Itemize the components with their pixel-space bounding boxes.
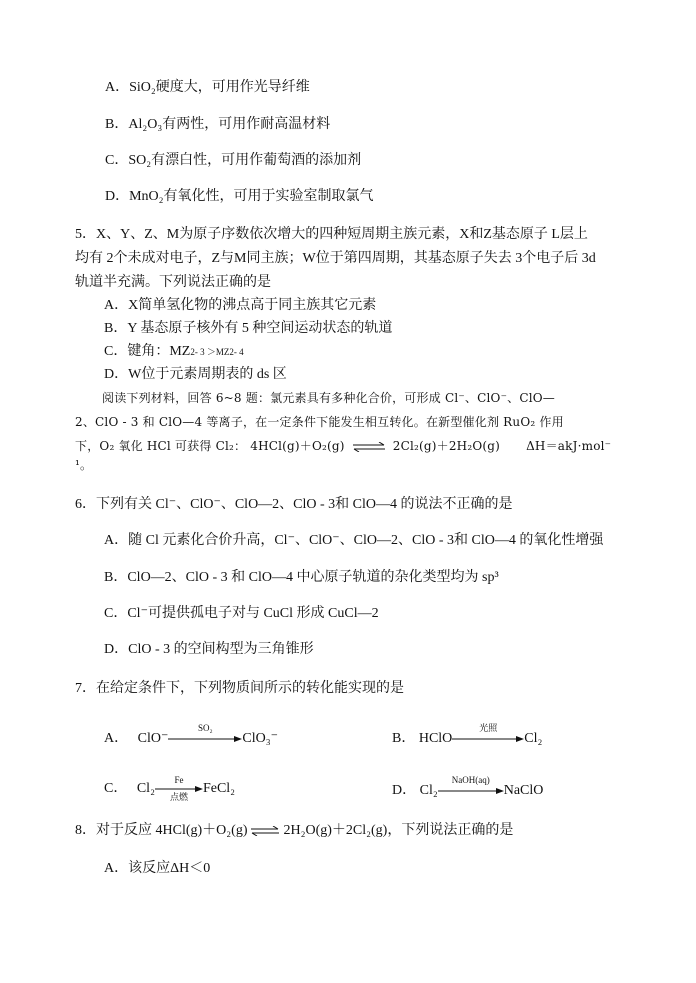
q8-stem-left: 8．对于反应 4HCl(g)＋O₂(g)	[75, 823, 248, 838]
passage-eq-left: 下，O₂ 氧化 HCl 可获得 Cl₂： 4HCl(g)＋O₂(g)	[75, 439, 345, 453]
passage-eq-right: 2Cl₂(g)＋2H₂O(g)	[392, 439, 501, 453]
q5-stem-line3: 轨道半充满。下列说法正确的是	[75, 275, 271, 290]
q6-option-b: B．ClO—2、ClO - 3 和 ClO—4 中心原子轨道的杂化类型均为 sp³	[104, 570, 499, 585]
q7-option-b	[392, 722, 543, 748]
q7-option-c	[104, 774, 236, 802]
q7-d-arrow	[438, 774, 504, 795]
q8-option-a: A．该反应ΔH＜0	[104, 861, 211, 876]
q7-a-label: A．	[104, 731, 129, 746]
q4-option-c: C．SO₂有漂白性，可用作葡萄酒的添加剂	[105, 153, 362, 168]
passage-line4: ¹。	[75, 458, 93, 472]
q5-option-d: D．W位于元素周期表的 ds 区	[104, 367, 287, 382]
q7-c-label: C．	[104, 781, 128, 796]
q7-c-arrow	[155, 774, 203, 802]
q7-c-to: FeCl₂	[202, 781, 236, 796]
q7-option-d	[392, 774, 544, 800]
right-arrow-icon	[438, 787, 504, 795]
q6-stem: 6．下列有关 Cl⁻、ClO⁻、ClO—2、ClO - 3和 ClO—4 的说法不正确的是	[75, 497, 513, 512]
right-arrow-icon	[168, 735, 242, 743]
passage-line2: 2、ClO - 3 和 ClO—4 等离子，在一定条件下能发生相互转化。在新型催化剂 RuO₂ 作用	[75, 415, 564, 429]
q7-d-label: D．	[392, 783, 417, 798]
q7-b-condition: 光照	[479, 722, 498, 733]
q4-option-d: D．MnO₂有氧化性，可用于实验室制取氯气	[105, 189, 374, 204]
q5-option-c	[104, 343, 244, 361]
q7-a-to: ClO₃⁻	[242, 731, 278, 746]
passage-line1: 阅读下列材料，回答 6~8 题：氯元素具有多种化合价，可形成 Cl⁻、ClO⁻、ClO—	[102, 391, 555, 405]
q5-option-c-prefix: C．键角：MZ	[104, 344, 191, 359]
q7-option-a	[104, 722, 278, 748]
q7-a-condition: SO₂	[198, 722, 213, 733]
q7-c-from: Cl₂	[136, 781, 155, 796]
equilibrium-arrow-icon	[352, 442, 386, 452]
q7-stem: 7．在给定条件下，下列物质间所示的转化能实现的是	[75, 681, 404, 696]
q7-b-arrow	[452, 722, 524, 743]
right-arrow-icon	[452, 735, 524, 743]
q7-c-condition-bottom: 点燃	[169, 791, 188, 802]
q7-a-from: ClO⁻	[137, 731, 169, 746]
q5-option-a: A．X简单氢化物的沸点高于同主族其它元素	[104, 298, 377, 313]
q5-stem-line1: 5．X、Y、Z、M为原子序数依次增大的四种短周期主族元素，X和Z基态原子 L层上	[75, 227, 588, 242]
q7-b-label: B．	[392, 731, 416, 746]
q7-d-from: Cl₂	[419, 783, 438, 798]
q7-a-arrow	[168, 722, 242, 743]
q4-option-a: A．SiO₂硬度大，可用作光导纤维	[105, 80, 310, 95]
q7-d-condition: NaOH(aq)	[451, 774, 490, 785]
q5-option-c-mid: 2- 3 ＞MZ	[190, 347, 230, 357]
q7-b-to: Cl₂	[524, 731, 543, 746]
q7-b-from: HClO	[418, 731, 453, 746]
q5-stem-line2: 均有 2个未成对电子，Z与M同主族；W位于第四周期，其基态原子失去 3个电子后 3d	[75, 251, 596, 266]
q5-option-b: B．Y 基态原子核外有 5 种空间运动状态的轨道	[104, 321, 393, 336]
q6-option-d: D．ClO - 3 的空间构型为三角锥形	[104, 642, 314, 657]
q6-option-a: A．随 Cl 元素化合价升高，Cl⁻、ClO⁻、ClO—2、ClO - 3和 ClO—4 的氧化性增强	[104, 533, 604, 548]
q5-option-c-end: 2- 4	[229, 347, 244, 357]
q8-stem	[75, 822, 513, 840]
q4-option-b: B．Al₂O₃有两性，可用作耐高温材料	[105, 117, 331, 132]
q6-option-c: C．Cl⁻可提供孤电子对与 CuCl 形成 CuCl—2	[104, 606, 379, 621]
equilibrium-arrow-icon	[250, 826, 280, 836]
q7-c-condition-top: Fe	[174, 774, 184, 785]
passage-line3	[75, 437, 611, 455]
passage-delta-h: ΔH＝akJ·mol⁻	[526, 439, 612, 453]
q7-d-to: NaClO	[503, 783, 544, 798]
q8-stem-right: 2H₂O(g)＋2Cl₂(g)，下列说法正确的是	[283, 823, 514, 838]
